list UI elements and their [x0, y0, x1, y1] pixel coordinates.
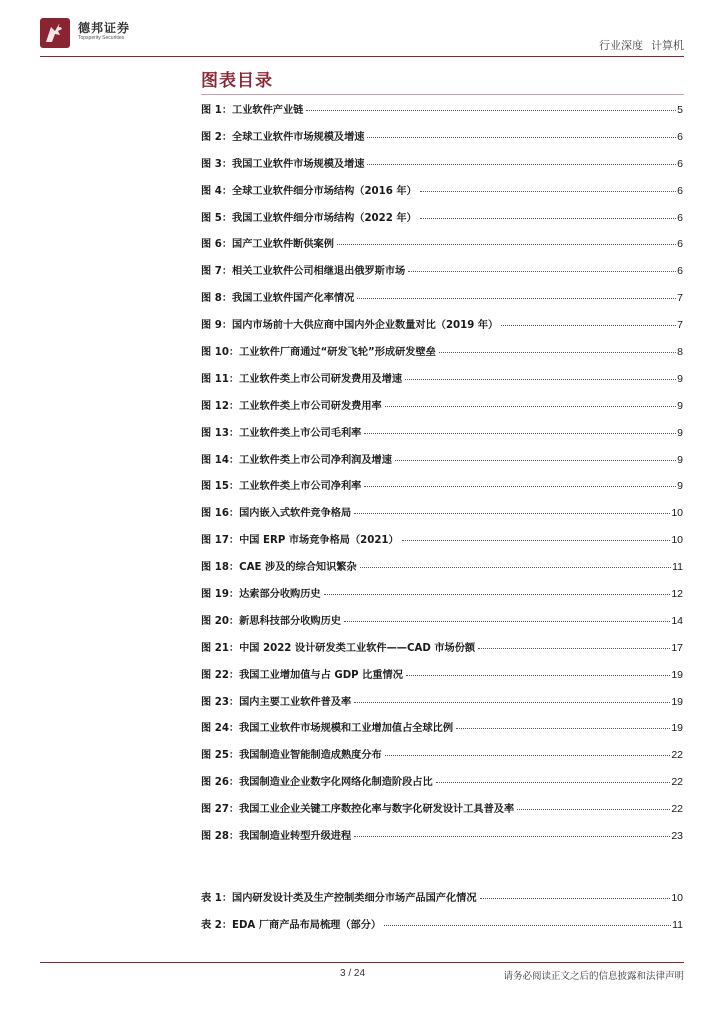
toc-entry-label: 图 16：国内嵌入式软件竞争格局: [201, 508, 352, 520]
toc-dot-leader: [354, 835, 670, 837]
toc-entry[interactable]: [201, 614, 683, 641]
toc-entry[interactable]: [201, 264, 683, 291]
toc-entry[interactable]: [201, 426, 683, 453]
toc-entry-page: 22: [671, 803, 683, 816]
toc-entry-page: 9: [677, 399, 683, 412]
toc-dot-leader: [367, 163, 676, 165]
toc-entry[interactable]: [201, 560, 683, 587]
toc-dot-leader: [384, 924, 671, 926]
toc-entry-label: 图 6：国产工业软件断供案例: [201, 239, 334, 251]
toc-entry-label: 图 25：我国制造业智能制造成熟度分布: [201, 750, 382, 762]
footer-divider: [40, 962, 684, 963]
toc-entry-label: 图 19：达索部分收购历史: [201, 589, 321, 601]
toc-entry[interactable]: [201, 130, 683, 157]
toc-entry[interactable]: [201, 372, 683, 399]
toc-entry-page: 6: [677, 265, 683, 278]
toc-entry-label: 图 23：国内主要工业软件普及率: [201, 696, 352, 708]
toc-entry-label: 图 5：我国工业软件细分市场结构（2022 年）: [201, 212, 417, 224]
toc-entry-page: 10: [671, 507, 683, 520]
toc-dot-leader: [439, 351, 676, 353]
toc-entry-label: 图 24：我国工业软件市场规模和工业增加值占全球比例: [201, 723, 454, 735]
toc-dot-leader: [357, 297, 676, 299]
toc-entry-page: 9: [677, 480, 683, 493]
toc-entry-page: 7: [677, 292, 683, 305]
toc-entry-page: 22: [671, 776, 683, 789]
toc-entry-page: 10: [671, 534, 683, 547]
toc-entry-label: 图 27：我国工业企业关键工序数控化率与数字化研发设计工具普及率: [201, 804, 515, 816]
toc-dot-leader: [480, 897, 671, 899]
report-type: 行业深度: [599, 39, 643, 52]
toc-entry[interactable]: [201, 802, 683, 829]
toc-entry-page: 6: [677, 184, 683, 197]
toc-entry[interactable]: [201, 318, 683, 345]
toc-dot-leader: [385, 405, 676, 407]
toc-entry-page: 6: [677, 211, 683, 224]
toc-dot-leader: [354, 701, 670, 703]
toc-dot-leader: [364, 432, 676, 434]
toc-entry-page: 23: [671, 830, 683, 843]
toc-entry[interactable]: [201, 479, 683, 506]
toc-dot-leader: [344, 620, 670, 622]
toc-dot-leader: [406, 674, 670, 676]
table-list: [201, 891, 683, 945]
toc-entry-page: 9: [677, 372, 683, 385]
toc-dot-leader: [408, 270, 676, 272]
toc-entry-page: 5: [677, 104, 683, 116]
toc-dot-leader: [478, 647, 670, 649]
toc-entry-label: 图 3：我国工业软件市场规模及增速: [201, 158, 365, 170]
toc-entry-page: 10: [671, 892, 683, 904]
toc-entry-label: 图 14：工业软件类上市公司净利润及增速: [201, 454, 392, 466]
toc-dot-leader: [385, 754, 671, 756]
toc-dot-leader: [364, 485, 676, 487]
page-number: 3 / 24: [340, 968, 366, 979]
company-logo-icon: [40, 18, 70, 48]
toc-dot-leader: [501, 324, 676, 326]
toc-entry[interactable]: [201, 775, 683, 802]
toc-entry-page: 11: [672, 918, 683, 931]
toc-entry[interactable]: [201, 695, 683, 722]
toc-dot-leader: [456, 727, 670, 729]
toc-entry-label: 图 2：全球工业软件市场规模及增速: [201, 131, 365, 143]
toc-entry-label: 图 13：工业软件类上市公司毛利率: [201, 427, 362, 439]
toc-entry-page: 6: [677, 130, 683, 143]
toc-entry[interactable]: [201, 453, 683, 480]
toc-entry-label: 图 22：我国工业增加值与占 GDP 比重情况: [201, 669, 403, 681]
toc-entry-page: 12: [671, 588, 683, 601]
toc-entry-label: 图 12：工业软件类上市公司研发费用率: [201, 400, 382, 412]
toc-entry[interactable]: [201, 211, 683, 238]
figure-list: [201, 103, 683, 856]
toc-entry-label: 图 1：工业软件产业链: [201, 105, 304, 116]
toc-entry-page: 8: [677, 346, 683, 359]
toc-entry-page: 19: [671, 722, 683, 735]
toc-entry[interactable]: [201, 291, 683, 318]
toc-entry-page: 17: [671, 641, 683, 654]
toc-entry[interactable]: [201, 506, 683, 533]
toc-dot-leader: [405, 378, 676, 380]
toc-entry-label: 图 28：我国制造业转型升级进程: [201, 831, 352, 843]
toc-entry-label: 表 1：国内研发设计类及生产控制类细分市场产品国产化情况: [201, 893, 477, 904]
toc-entry-page: 19: [671, 668, 683, 681]
toc-entry-label: 图 18：CAE 涉及的综合知识繁杂: [201, 562, 357, 574]
toc-entry-label: 图 20：新思科技部分收购历史: [201, 615, 341, 627]
toc-title-divider: [201, 94, 684, 95]
toc-entry-label: 图 7：相关工业软件公司相继退出俄罗斯市场: [201, 266, 406, 278]
toc-dot-leader: [395, 459, 676, 461]
toc-entry-label: 图 10：工业软件厂商通过“研发飞轮”形成研发壁垒: [201, 347, 436, 359]
toc-dot-leader: [402, 539, 671, 541]
toc-entry-page: 6: [677, 157, 683, 170]
toc-entry-label: 图 4：全球工业软件细分市场结构（2016 年）: [201, 185, 417, 197]
toc-entry[interactable]: [201, 399, 683, 426]
toc-entry-page: 22: [671, 749, 683, 762]
toc-dot-leader: [360, 566, 671, 568]
toc-entry-label: 图 21：中国 2022 设计研发类工业软件——CAD 市场份额: [201, 642, 476, 654]
toc-entry-label: 表 2：EDA 厂商产品布局梳理（部分）: [201, 919, 382, 931]
report-sector: 计算机: [651, 39, 684, 52]
toc-dot-leader: [367, 136, 676, 138]
toc-entry[interactable]: [201, 533, 683, 560]
toc-entry[interactable]: [201, 237, 683, 264]
toc-entry-page: 7: [677, 319, 683, 332]
toc-entry[interactable]: [201, 829, 683, 856]
toc-entry[interactable]: [201, 891, 683, 918]
toc-entry[interactable]: [201, 587, 683, 614]
toc-dot-leader: [306, 109, 676, 111]
header-divider: [40, 56, 684, 57]
toc-entry-label: 图 8：我国工业软件国产化率情况: [201, 293, 355, 305]
toc-entry[interactable]: [201, 918, 683, 945]
toc-entry-label: 图 26：我国制造业企业数字化网络化制造阶段占比: [201, 777, 433, 789]
toc-entry-page: 14: [671, 614, 683, 627]
toc-dot-leader: [420, 190, 676, 192]
toc-entry-page: 9: [677, 453, 683, 466]
toc-entry[interactable]: [201, 157, 683, 184]
toc-entry[interactable]: [201, 103, 683, 130]
toc-entry-label: 图 15：工业软件类上市公司净利率: [201, 481, 362, 493]
toc-entry[interactable]: [201, 184, 683, 211]
toc-entry-label: 图 17：中国 ERP 市场竞争格局（2021）: [201, 535, 399, 547]
toc-entry-label: 图 9：国内市场前十大供应商中国内外企业数量对比（2019 年）: [201, 320, 499, 332]
toc-dot-leader: [354, 512, 670, 514]
toc-entry-page: 6: [677, 238, 683, 251]
toc-entry-page: 19: [671, 695, 683, 708]
report-category: [591, 37, 684, 53]
disclaimer: 请务必阅读正文之后的信息披露和法律声明: [503, 971, 684, 982]
toc-entry-page: 11: [672, 561, 683, 574]
toc-entry[interactable]: [201, 721, 683, 748]
toc-entry[interactable]: [201, 641, 683, 668]
toc-entry[interactable]: [201, 345, 683, 372]
toc-entry-label: 图 11：工业软件类上市公司研发费用及增速: [201, 373, 403, 385]
toc-title: 图表目录: [201, 71, 273, 91]
toc-dot-leader: [517, 808, 670, 810]
toc-dot-leader: [337, 243, 676, 245]
company-name-en: Topsperity Securities: [78, 35, 125, 41]
company-name-cn: 德邦证券: [78, 21, 131, 35]
toc-entry[interactable]: [201, 668, 683, 695]
toc-dot-leader: [436, 781, 671, 783]
toc-entry-page: 9: [677, 426, 683, 439]
toc-dot-leader: [420, 217, 676, 219]
toc-dot-leader: [324, 593, 671, 595]
toc-entry[interactable]: [201, 748, 683, 775]
